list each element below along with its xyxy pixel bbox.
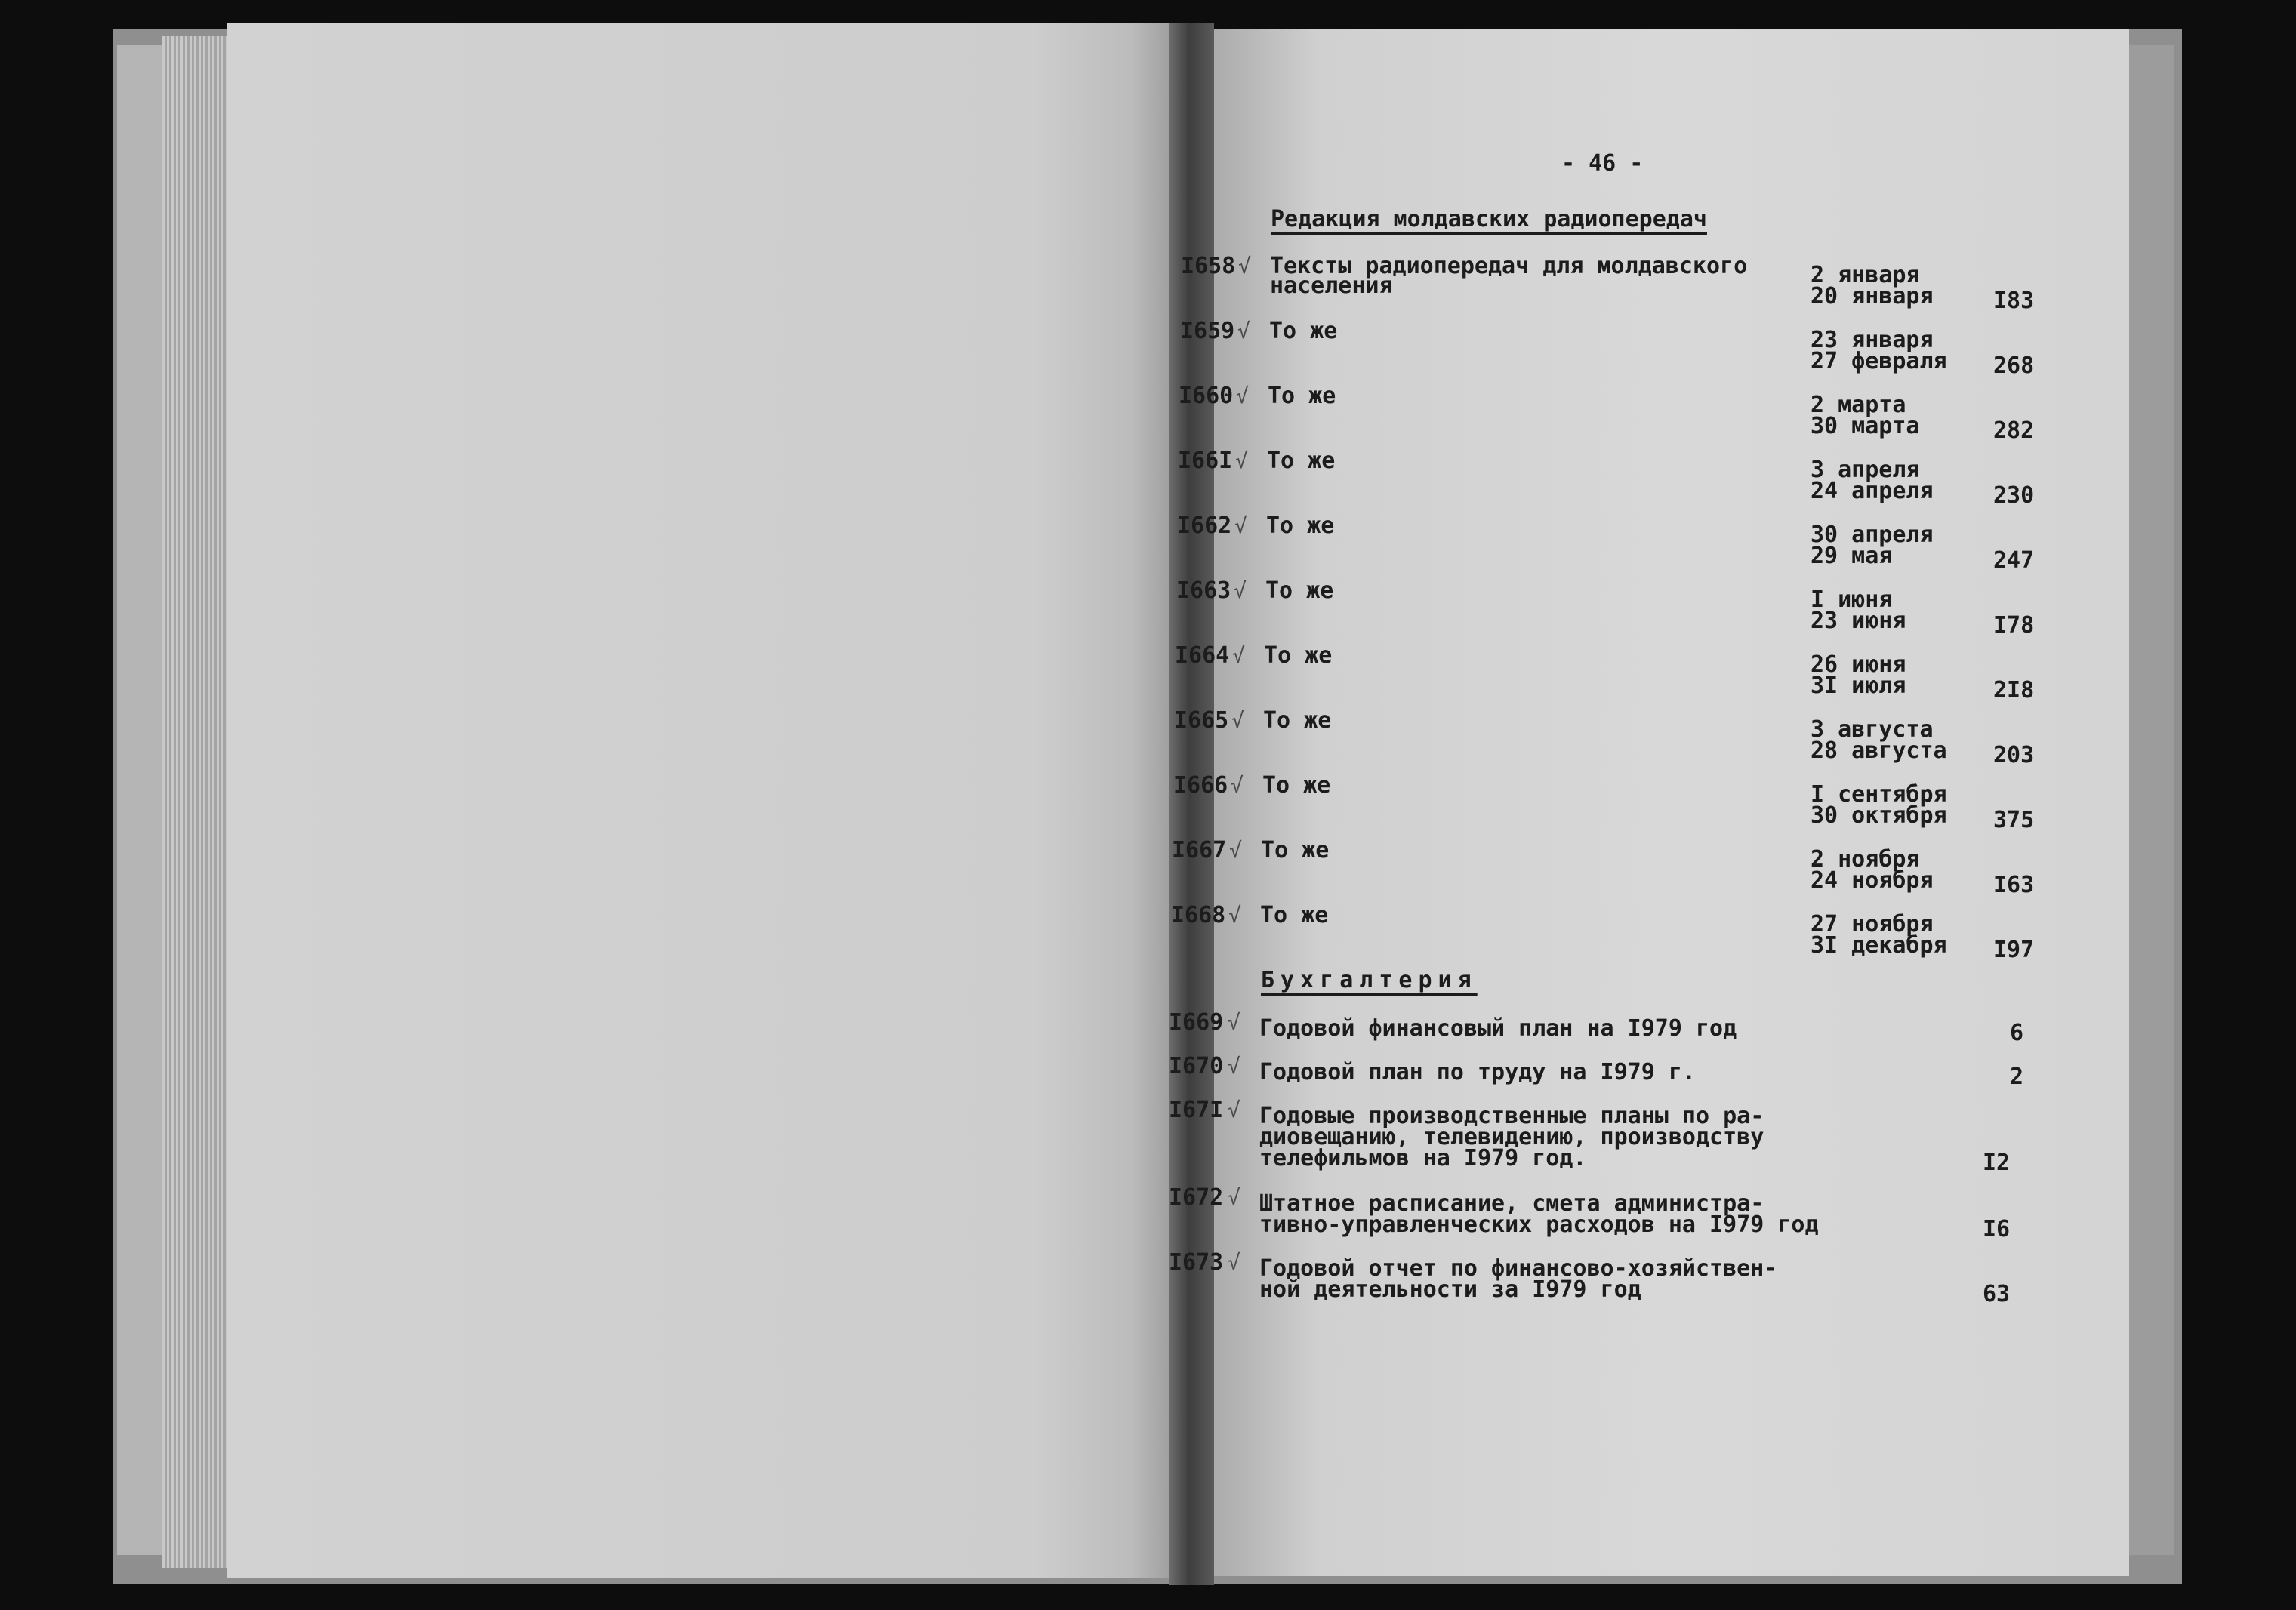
date-to: 3I июля	[1811, 673, 1906, 699]
date-from: 3 августа	[1811, 716, 1934, 743]
item-number: I668	[1171, 902, 1226, 928]
date-from: I июня	[1811, 586, 1893, 613]
date-from: 23 января	[1811, 327, 1934, 353]
checkmark-icon: √	[1236, 383, 1249, 408]
checkmark-icon: √	[1228, 1250, 1240, 1275]
item-title: населения	[1270, 272, 1393, 299]
item-title: Годовой финансовый план на I979 год	[1259, 1015, 1737, 1042]
date-to: 30 октября	[1811, 802, 1947, 829]
sheet-count: I78	[1993, 612, 2035, 639]
checkmark-icon: √	[1228, 1097, 1240, 1122]
date-from: 26 июня	[1811, 651, 1906, 678]
item-number: I658	[1181, 253, 1236, 279]
item-title: Годовой отчет по финансово-хозяйствен-	[1259, 1255, 1778, 1282]
date-to: 20 января	[1811, 283, 1934, 309]
checkmark-icon: √	[1232, 643, 1245, 668]
checkmark-icon: √	[1229, 838, 1242, 863]
item-title: То же	[1263, 707, 1332, 734]
item-number: I667	[1172, 837, 1227, 863]
sheet-count: I83	[1993, 288, 2035, 314]
sheet-count: 63	[1983, 1281, 2011, 1307]
date-from: 2 января	[1811, 262, 1920, 288]
item-title: То же	[1265, 577, 1334, 604]
checkmark-icon: √	[1228, 1010, 1240, 1035]
sheet-count: 268	[1993, 352, 2035, 379]
item-title: ной деятельности за I979 год	[1259, 1276, 1641, 1303]
item-title: тивно-управленческих расходов на I979 год	[1259, 1211, 1819, 1238]
item-number: I666	[1173, 772, 1228, 799]
item-title: диовещанию, телевидению, производству	[1259, 1124, 1764, 1150]
sheet-count: 6	[2010, 1020, 2024, 1046]
item-title: Годовой план по труду на I979 г.	[1259, 1059, 1696, 1085]
date-from: 2 марта	[1811, 392, 1906, 418]
date-to: 27 февраля	[1811, 348, 1947, 374]
item-title: То же	[1264, 642, 1333, 669]
item-number: I66I	[1178, 448, 1233, 474]
date-from: 30 апреля	[1811, 522, 1934, 548]
sheet-count: I63	[1993, 872, 2035, 898]
sheet-count: 247	[1993, 547, 2035, 574]
checkmark-icon: √	[1234, 578, 1247, 603]
item-number: I659	[1180, 318, 1235, 344]
checkmark-icon: √	[1238, 254, 1251, 279]
date-to: 23 июня	[1811, 608, 1906, 634]
item-title: Годовые производственные планы по ра-	[1259, 1103, 1764, 1129]
item-number: I662	[1177, 513, 1232, 539]
sheet-count: I2	[1983, 1150, 2011, 1176]
checkmark-icon: √	[1228, 1054, 1240, 1079]
item-number: I669	[1169, 1009, 1224, 1036]
date-to: 28 августа	[1811, 737, 1947, 764]
item-number: I660	[1179, 383, 1234, 409]
checkmark-icon: √	[1237, 319, 1250, 343]
date-from: 27 ноября	[1811, 911, 1934, 937]
item-number: I663	[1176, 577, 1231, 604]
checkmark-icon: √	[1235, 448, 1248, 473]
item-title: То же	[1268, 383, 1336, 409]
date-from: 2 ноября	[1811, 846, 1920, 873]
date-to: 29 мая	[1811, 543, 1893, 569]
sheet-count: 230	[1993, 482, 2035, 509]
right-cover-edge	[2129, 45, 2174, 1555]
item-title: телефильмов на I979 год.	[1259, 1145, 1587, 1171]
item-number: I670	[1169, 1053, 1224, 1079]
left-page-blank	[227, 23, 1178, 1578]
item-number: I672	[1169, 1184, 1224, 1211]
date-from: 3 апреля	[1811, 457, 1920, 483]
item-title: То же	[1262, 772, 1331, 799]
item-number: I673	[1169, 1249, 1224, 1276]
sheet-count: 282	[1993, 417, 2035, 444]
item-number: I67I	[1169, 1097, 1224, 1123]
section-title-moldavian-broadcasts: Редакция молдавских радиопередач	[1271, 206, 1707, 232]
item-title: То же	[1260, 902, 1329, 928]
checkmark-icon: √	[1234, 513, 1247, 538]
item-title: То же	[1261, 837, 1330, 863]
page-number: - 46 -	[1561, 150, 1644, 177]
date-to: 24 апреля	[1811, 478, 1934, 504]
date-from: I сентября	[1811, 781, 1947, 808]
item-number: I664	[1175, 642, 1230, 669]
item-title: Тексты радиопередач для молдавского	[1270, 253, 1748, 279]
item-number: I665	[1174, 707, 1229, 734]
date-to: 3I декабря	[1811, 932, 1947, 959]
sheet-count: I6	[1983, 1216, 2011, 1242]
sheet-count: I97	[1993, 937, 2035, 963]
checkmark-icon: √	[1231, 773, 1244, 798]
sheet-count: 2I8	[1993, 677, 2035, 703]
item-title: То же	[1266, 513, 1335, 539]
section-title-accounting: Бухгалтерия	[1261, 967, 1478, 993]
date-to: 24 ноября	[1811, 867, 1934, 894]
sheet-count: 2	[2010, 1064, 2024, 1090]
checkmark-icon: √	[1228, 903, 1241, 928]
item-title: То же	[1267, 448, 1336, 474]
checkmark-icon: √	[1231, 708, 1244, 733]
item-title: Штатное расписание, смета администра-	[1259, 1190, 1764, 1217]
sheet-count: 203	[1993, 742, 2035, 768]
sheet-count: 375	[1993, 807, 2035, 833]
date-to: 30 марта	[1811, 413, 1920, 439]
item-title: То же	[1269, 318, 1338, 344]
checkmark-icon: √	[1228, 1185, 1240, 1210]
